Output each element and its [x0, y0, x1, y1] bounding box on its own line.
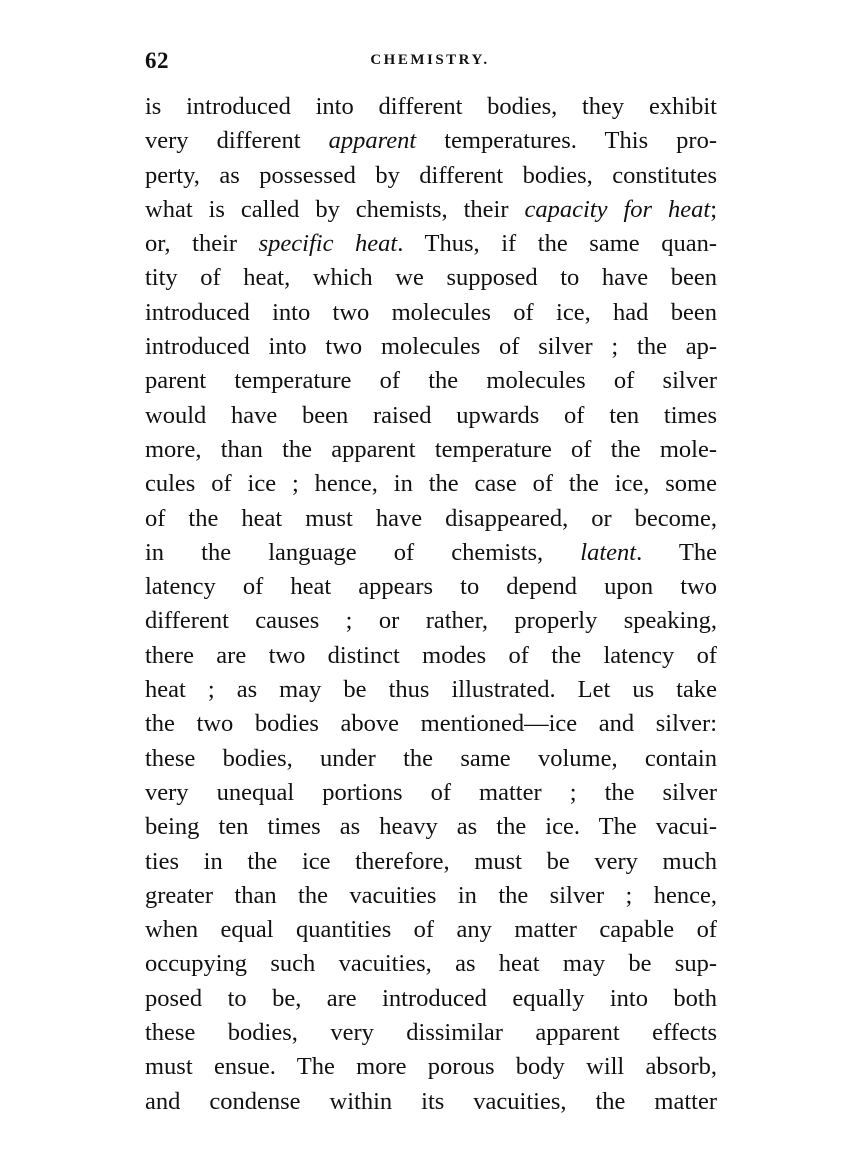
text-run: there are two distinct modes of the latency of	[145, 641, 717, 669]
text-run: occupying such vacuities, as heat may be sup-	[145, 950, 717, 978]
running-head	[145, 48, 715, 76]
text-line	[145, 536, 717, 570]
text-run: when equal quantities of any matter capable of	[145, 916, 717, 944]
text-line	[145, 982, 717, 1016]
text-run: introduced into two molecules of ice, had been	[145, 298, 717, 326]
text-run: of the heat must have disappeared, or become,	[145, 504, 717, 532]
italic-text: capacity for heat	[524, 195, 711, 223]
text-run: more, than the apparent temperature of the mole-	[145, 435, 717, 463]
text-line	[145, 913, 717, 947]
text-run: these bodies, very dissimilar apparent effects	[145, 1019, 717, 1047]
text-run: cules of ice ; hence, in the case of the ice, some	[145, 470, 717, 498]
text-run: must ensue. The more porous body will absorb,	[145, 1053, 717, 1081]
text-run: greater than the vacuities in the silver ; hence,	[145, 881, 717, 909]
text-run: different causes ; or rather, properly speaking,	[145, 607, 717, 635]
text-line	[145, 159, 717, 193]
running-title: CHEMISTRY.	[370, 52, 490, 68]
body-text	[145, 90, 717, 1119]
text-line	[145, 502, 717, 536]
text-line	[145, 639, 717, 673]
text-line	[145, 845, 717, 879]
text-line	[145, 124, 717, 158]
page-number: 62	[145, 48, 169, 73]
text-line	[145, 467, 717, 501]
text-line	[145, 776, 717, 810]
text-line	[145, 810, 717, 844]
text-line	[145, 433, 717, 467]
text-line	[145, 364, 717, 398]
text-run: temperatures. This pro-	[416, 127, 717, 155]
text-run: ties in the ice therefore, must be very much	[145, 847, 717, 875]
text-line	[145, 261, 717, 295]
italic-text: specific heat	[258, 230, 398, 258]
text-run: these bodies, under the same volume, contain	[145, 744, 717, 772]
text-line	[145, 296, 717, 330]
text-line	[145, 1050, 717, 1084]
text-run: posed to be, are introduced equally into both	[145, 984, 717, 1012]
text-run: heat ; as may be thus illustrated. Let us take	[145, 676, 717, 704]
text-run: latency of heat appears to depend upon two	[145, 573, 717, 601]
text-run: in the language of chemists,	[145, 538, 581, 566]
text-run: very unequal portions of matter ; the silver	[145, 778, 717, 806]
text-run: what is called by chemists, their	[145, 195, 525, 223]
text-line	[145, 879, 717, 913]
text-line	[145, 947, 717, 981]
text-line	[145, 330, 717, 364]
text-run: is introduced into different bodies, they exhibit	[145, 93, 717, 120]
text-run: very different	[145, 127, 329, 155]
text-line	[145, 604, 717, 638]
text-line	[145, 570, 717, 604]
text-line	[145, 707, 717, 741]
text-run: . The	[636, 538, 717, 566]
text-line	[145, 227, 717, 261]
text-line	[145, 193, 717, 227]
text-run: perty, as possessed by different bodies, constitutes	[145, 161, 717, 189]
text-run: introduced into two molecules of silver ; the ap-	[145, 333, 717, 361]
text-run: being ten times as heavy as the ice. The vacui-	[145, 813, 717, 841]
text-line	[145, 399, 717, 433]
text-line	[145, 742, 717, 776]
text-run: . Thus, if the same quan-	[397, 230, 717, 258]
italic-text: apparent	[328, 127, 417, 155]
text-run: would have been raised upwards of ten times	[145, 401, 717, 429]
text-run: and condense within its vacuities, the matter	[145, 1087, 717, 1115]
text-run: tity of heat, which we supposed to have been	[145, 264, 717, 292]
text-line	[145, 1085, 717, 1119]
italic-text: latent	[580, 538, 637, 566]
text-run: ;	[710, 195, 717, 223]
text-line	[145, 673, 717, 707]
text-run: parent temperature of the molecules of silver	[145, 367, 717, 395]
text-run: the two bodies above mentioned—ice and silver:	[145, 710, 717, 738]
text-line	[145, 1016, 717, 1050]
text-line	[145, 90, 717, 124]
text-run: or, their	[145, 230, 259, 258]
